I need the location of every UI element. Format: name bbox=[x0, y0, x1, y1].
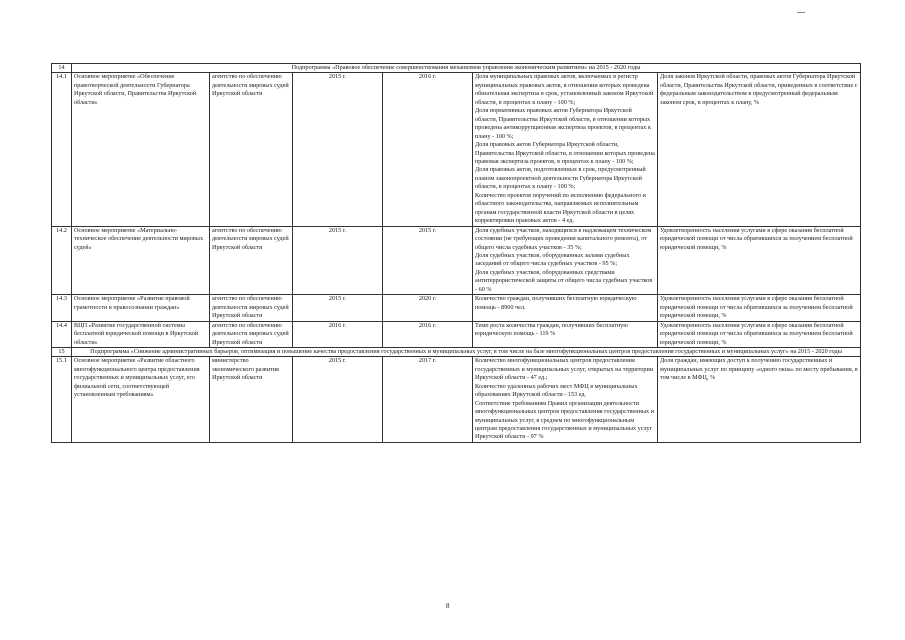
measure-name: Основное мероприятие «Обеспечение правотворческой деятельности Губернатора Иркутской области, Правительства Иркутской области» bbox=[72, 73, 210, 226]
end-year: 2020 г. bbox=[383, 295, 473, 321]
start-year: 2015 г. bbox=[293, 226, 383, 295]
indicator-text: Темп роста количества граждан, получивших бесплатную юридическую помощь - 119 % bbox=[475, 321, 628, 338]
row-number: 14.2 bbox=[52, 226, 72, 295]
target-indicator: Удовлетворенность населения услугами в сфере оказания бесплатной юридической помощи от числа обратившихся за получением бесплатной юридической помощи, % bbox=[658, 295, 861, 321]
indicator-text: Доля правовых актов, подготовленных в срок, предусмотренный планом законопроектной деятельности Губернатора Иркутской области, в процентах к плану - 100 %; bbox=[475, 166, 646, 191]
indicator-text: Доля судебных участков, оборудованных залами судебных заседаний от общего числа судебных участков - 95 %; bbox=[475, 251, 630, 268]
end-year: 2017 г. bbox=[383, 357, 473, 443]
indicator-text: Количество многофункциональных центров предоставления государственных и муниципальных услуг, открытых на территории Иркутской области - 47 ед.; bbox=[475, 357, 654, 382]
program-measures-table bbox=[51, 63, 861, 443]
indicator-text: Доля судебных участков, оборудованных средствами антитеррористической защиты от общего числа судебных участков - 60 % bbox=[475, 268, 653, 293]
measure-executor: министерство экономического развития Иркутской области bbox=[210, 357, 293, 443]
start-year: 2015 г. bbox=[293, 357, 383, 443]
measure-row bbox=[52, 73, 861, 226]
start-year: 2015 г. bbox=[293, 295, 383, 321]
row-number: 14.3 bbox=[52, 295, 72, 321]
indicator-text: Количество удаленных рабочих мест МФЦ в муниципальных образованиях Иркутской области - 153 ед. bbox=[475, 382, 638, 399]
target-indicator: Доля законов Иркутской области, правовых актов Губернатора Иркутской области, Правительства Иркутской области, приведенных в соответствие с федеральным законодательством в предусмотренный федеральным законом срок, в процентах к плану, % bbox=[658, 73, 861, 226]
target-indicator: Доля граждан, имеющих доступ к получению государственных и муниципальных услуг по принципу «одного окна» по месту пребывания, в том числе в МФЦ, % bbox=[658, 357, 861, 443]
page-number: 8 bbox=[446, 602, 450, 610]
indicators-cell bbox=[473, 73, 658, 226]
start-year: 2016 г. bbox=[293, 321, 383, 347]
measure-row bbox=[52, 357, 861, 443]
indicators-cell bbox=[473, 226, 658, 295]
indicators-cell bbox=[473, 357, 658, 443]
indicator-text: Доля судебных участков, находящихся в надлежащем техническом состоянии (не требующих проведения капитального ремонта), от общего числа судебных участков - 35 %; bbox=[475, 226, 652, 251]
measure-executor: агентство по обеспечению деятельности мировых судей Иркутской области bbox=[210, 73, 293, 226]
measure-name: Основное мероприятие «Развитие областного многофункционального центра предоставления государственных и муниципальных услуг, его филиальной сети, соответствующей установленным требованиям» bbox=[72, 357, 210, 443]
indicator-text: Соответствие требованиям Правил организации деятельности многофункциональных центров предоставления государственных и муниципальных услуг, в среднем по многофункциональным центрам предоставления государственных и муниципальных услуг Иркутской области - 97 % bbox=[475, 399, 654, 441]
end-year: 2016 г. bbox=[383, 321, 473, 347]
row-number: 15 bbox=[52, 347, 72, 356]
indicators-cell bbox=[473, 321, 658, 347]
end-year: 2016 г. bbox=[383, 73, 473, 226]
table-body bbox=[52, 64, 861, 443]
measure-row bbox=[52, 321, 861, 347]
end-year: 2015 г. bbox=[383, 226, 473, 295]
measure-name: Основное мероприятие «Материально-техническое обеспечение деятельности мировых судей» bbox=[72, 226, 210, 295]
indicators-cell bbox=[473, 295, 658, 321]
measure-executor: агентство по обеспечению деятельности мировых судей Иркутской области bbox=[210, 226, 293, 295]
target-indicator: Удовлетворенность населения услугами в сфере оказания бесплатной юридической помощи от числа обратившихся за получением бесплатной юридической помощи, % bbox=[658, 226, 861, 295]
target-indicator: Удовлетворенность населения услугами в сфере оказания бесплатной юридической помощи от числа обратившихся за получением бесплатной юридической помощи, % bbox=[658, 321, 861, 347]
pen-mark bbox=[797, 12, 805, 13]
indicator-text: Доля правовых актов Губернатора Иркутской области, Правительства Иркутской области, в отношении которых проведена правовая экспертиза проектов, в процентах к плану - 100 %; bbox=[475, 141, 655, 165]
subprogram-title: Подпрограмма «Снижение административных барьеров, оптимизация и повышение качества предоставления государственных и муниципальных услуг, в том числе на базе многофункциональных центров предоставления государственных и муниципальных услуг» на 2015 - 2020 годы bbox=[72, 347, 861, 356]
indicator-text: Доля муниципальных правовых актов, включаемых в регистр муниципальных правовых актов, в отношении которых проведена обязательная экспертиза в срок, установленный законом Иркутской области, в процентах к плану - 100 %; bbox=[475, 73, 654, 106]
measure-executor: агентство по обеспечению деятельности мировых судей Иркутской области bbox=[210, 321, 293, 347]
measure-name: ВЦП «Развитие государственной системы бесплатной юридической помощи в Иркутской области» bbox=[72, 321, 210, 347]
indicator-text: Количество граждан, получивших бесплатную юридическую помощь - 8900 чел. bbox=[475, 295, 637, 311]
start-year: 2015 г. bbox=[293, 73, 383, 226]
row-number: 14.1 bbox=[52, 73, 72, 226]
row-number: 14 bbox=[52, 64, 72, 73]
measure-row bbox=[52, 226, 861, 295]
indicator-text: Доля нормативных правовых актов Губернатора Иркутской области, Правительства Иркутской области, в отношении которых проведена антикоррупционная экспертиза проектов, в процентах к плану - 100 %; bbox=[475, 107, 651, 140]
measure-row bbox=[52, 295, 861, 321]
subprogram-row bbox=[52, 347, 861, 356]
subprogram-row bbox=[52, 64, 861, 73]
row-number: 14.4 bbox=[52, 321, 72, 347]
measure-executor: агентство по обеспечению деятельности мировых судей Иркутской области bbox=[210, 295, 293, 321]
indicator-text: Количество проектов поручений по исполнению федерального и областного законодательства, направляемых исполнительным органам государственной власти Иркутской области в целях корректировки правовых актов - 4 ед. bbox=[475, 191, 646, 225]
measure-name: Основное мероприятие «Развитие правовой грамотности в правосознании граждан» bbox=[72, 295, 210, 321]
row-number: 15.1 bbox=[52, 357, 72, 443]
subprogram-title: Подпрограмма «Правовое обеспечение совершенствования механизмов управления экономическим развитием» на 2015 - 2020 годы bbox=[72, 64, 861, 73]
